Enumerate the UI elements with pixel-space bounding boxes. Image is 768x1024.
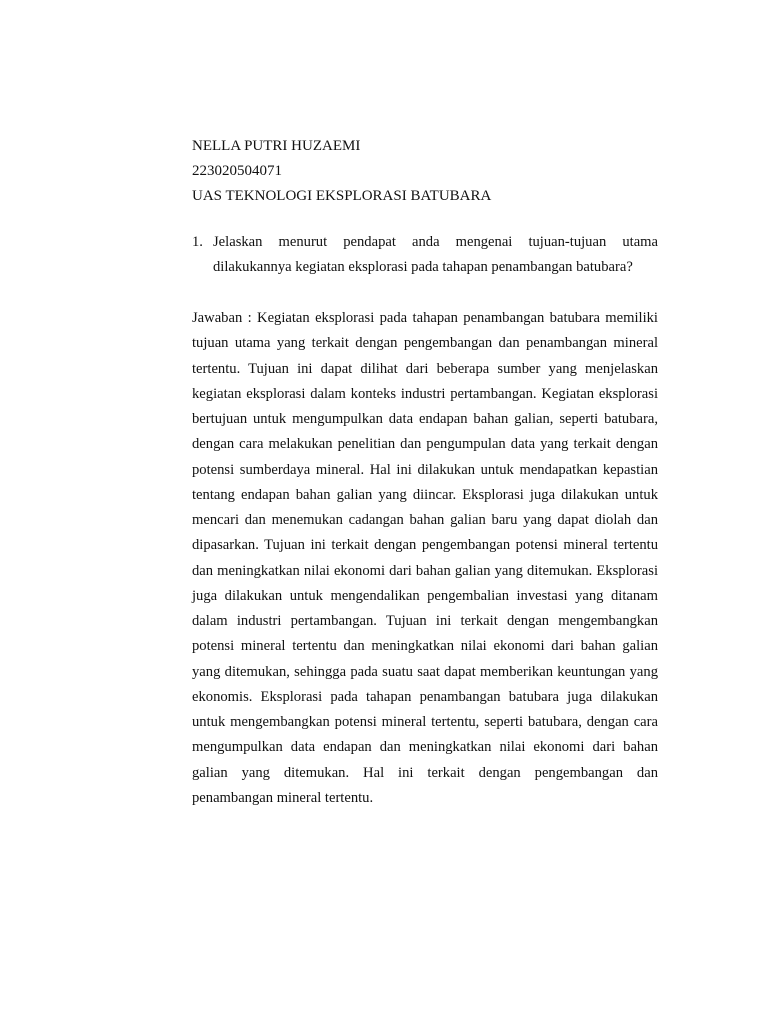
student-id: 223020504071: [192, 163, 282, 179]
question-number: 1.: [192, 234, 203, 250]
question-item: [192, 230, 658, 280]
course-title: UAS TEKNOLOGI EKSPLORASI BATUBARA: [192, 188, 492, 204]
student-name: NELLA PUTRI HUZAEMI: [192, 138, 361, 154]
document-page: [192, 134, 658, 811]
answer-paragraph: Jawaban : Kegiatan eksplorasi pada tahapan penambangan batubara memiliki tujuan utama yang terkait dengan pengembangan dan penambangan mineral tertentu. Tujuan ini dapat dilihat dari beberapa sumber yang menjelaskan kegiatan eksplorasi dalam konteks industri pertambangan. Kegiatan eksplorasi bertujuan untuk mengumpulkan data endapan bahan galian, seperti batubara, dengan cara melakukan penelitian dan pengumpulan data yang terkait dengan potensi sumberdaya mineral. Hal ini dilakukan untuk mendapatkan kepastian tentang endapan bahan galian yang diincar. Eksplorasi juga dilakukan untuk mencari dan menemukan cadangan bahan galian baru yang dapat diolah dan dipasarkan. Tujuan ini terkait dengan pengembangan potensi mineral tertentu dan meningkatkan nilai ekonomi dari bahan galian yang ditemukan. Eksplorasi juga dilakukan untuk mengendalikan pengembalian investasi yang ditanam dalam industri pertambangan. Tujuan ini terkait dengan mengembangkan potensi mineral tertentu dan meningkatkan nilai ekonomi dari bahan galian yang ditemukan, sehingga pada suatu saat dapat memberikan keuntungan yang ekonomis. Eksplorasi pada tahapan penambangan batubara juga dilakukan untuk mengembangkan potensi mineral tertentu, seperti batubara, dengan cara mengumpulkan data endapan dan meningkatkan nilai ekonomi dari bahan galian yang ditemukan. Hal ini terkait dengan pengembangan dan penambangan mineral tertentu.: [192, 310, 658, 806]
question-text: Jelaskan menurut pendapat anda mengenai tujuan-tujuan utama dilakukannya kegiatan eksplorasi pada tahapan penambangan batubara?: [213, 234, 658, 275]
